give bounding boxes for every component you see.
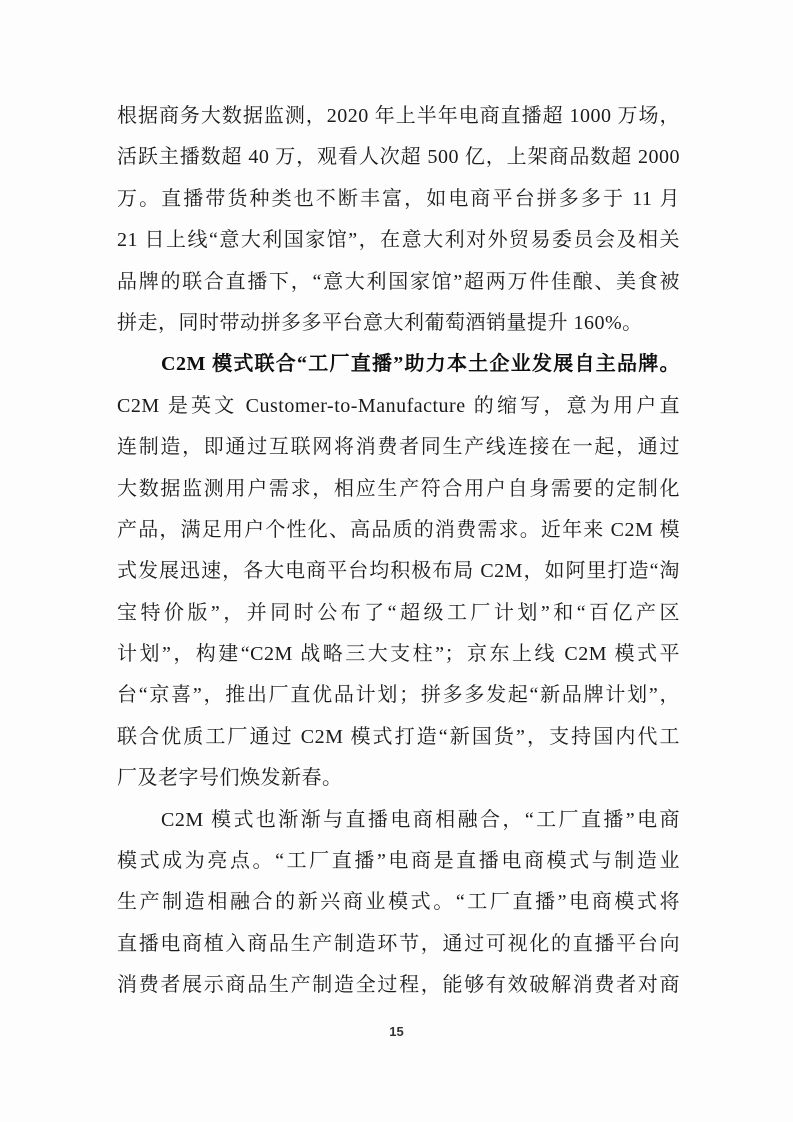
document-body-text <box>117 96 680 1007</box>
text-line: 21 日上线“意大利国家馆”，在意大利对外贸易委员会及相关 <box>117 229 680 252</box>
text-line: C2M 是英文 Customer-to-Manufacture 的缩写，意为用户直 <box>117 394 680 417</box>
text-line: 万。直播带货种类也不断丰富，如电商平台拼多多于 11 月 <box>117 187 680 210</box>
text-line: 联合优质工厂通过 C2M 模式打造“新国货”，支持国内代工 <box>117 725 680 748</box>
text-line: C2M 模式也渐渐与直播电商相融合，“工厂直播”电商 <box>161 808 680 831</box>
text-line: 品牌的联合直播下，“意大利国家馆”超两万件佳酿、美食被 <box>117 270 680 293</box>
text-line: 拼走，同时带动拼多多平台意大利葡萄酒销量提升 160%。 <box>117 311 643 334</box>
page-number: 15 <box>389 1024 404 1039</box>
text-line: 宝特价版”，并同时公布了“超级工厂计划”和“百亿产区 <box>117 601 680 624</box>
text-line: 生产制造相融合的新兴商业模式。“工厂直播”电商模式将 <box>117 891 680 914</box>
text-line: 厂及老字号们焕发新春。 <box>117 767 343 790</box>
text-line: 模式成为亮点。“工厂直播”电商是直播电商模式与制造业 <box>117 850 680 873</box>
text-line: 大数据监测用户需求，相应生产符合用户自身需要的定制化 <box>117 477 680 500</box>
text-line: 产品，满足用户个性化、高品质的消费需求。近年来 C2M 模 <box>117 518 680 541</box>
text-line: 台“京喜”，推出厂直优品计划；拼多多发起“新品牌计划”， <box>117 684 680 707</box>
text-line: 活跃主播数超 40 万，观看人次超 500 亿，上架商品数超 2000 <box>117 146 680 169</box>
text-line: 消费者展示商品生产制造全过程，能够有效破解消费者对商 <box>117 974 680 997</box>
text-line: 根据商务大数据监测，2020 年上半年电商直播超 1000 万场， <box>117 105 680 127</box>
text-line: 计划”，构建“C2M 战略三大支柱”；京东上线 C2M 模式平 <box>117 643 680 666</box>
heading-line: C2M 模式联合“工厂直播”助力本土企业发展自主品牌。 <box>161 353 680 376</box>
text-line: 直播电商植入商品生产制造环节，通过可视化的直播平台向 <box>117 932 680 955</box>
text-line: 式发展迅速，各大电商平台均积极布局 C2M，如阿里打造“淘 <box>117 560 680 583</box>
text-line: 连制造，即通过互联网将消费者同生产线连接在一起，通过 <box>117 436 680 459</box>
